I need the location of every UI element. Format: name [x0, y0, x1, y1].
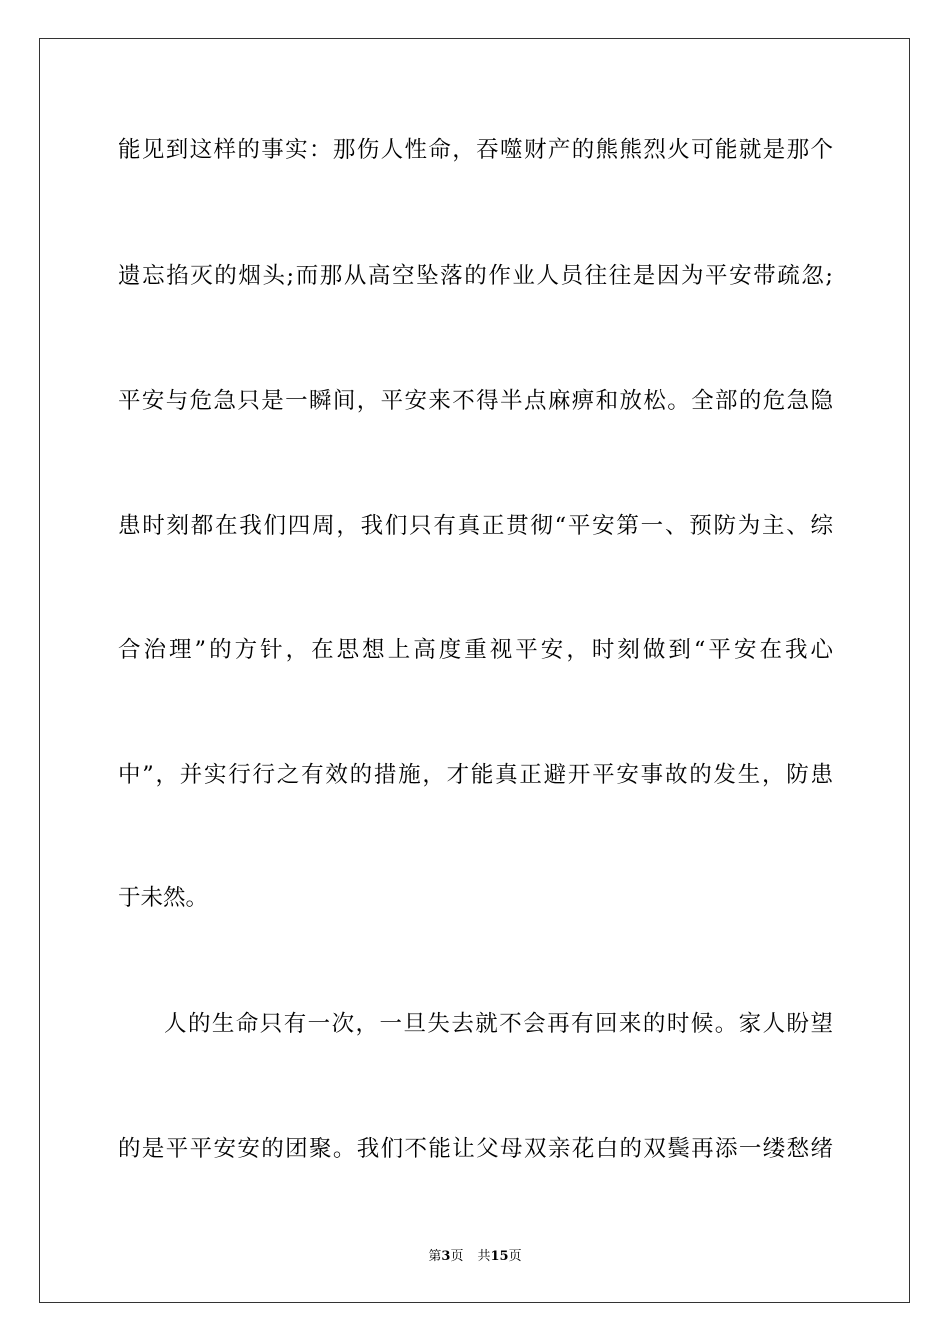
total-suffix: 页 — [508, 1249, 522, 1264]
total-prefix: 共 — [477, 1249, 491, 1264]
text-line: 平安与危急只是一瞬间，平安来不得半点麻痹和放松。全部的危急隐 — [118, 388, 833, 414]
page-number: 3 — [441, 1249, 451, 1264]
text-line: 患时刻都在我们四周，我们只有真正贯彻“平安第一、预防为主、综 — [118, 513, 833, 539]
text-line: 中”，并实行行之有效的措施，才能真正避开平安事故的发生，防患 — [118, 762, 833, 788]
text-line: 于未然。 — [118, 885, 209, 911]
page-prefix: 第 — [428, 1249, 442, 1264]
total-pages: 15 — [490, 1249, 509, 1264]
text-line: 遗忘掐灭的烟头;而那从高空坠落的作业人员往往是因为平安带疏忽; — [118, 263, 833, 289]
page-footer — [0, 1248, 950, 1266]
text-line: 人的生命只有一次，一旦失去就不会再有回来的时候。家人盼望 — [164, 1011, 833, 1037]
text-line: 合治理”的方针，在思想上高度重视平安，时刻做到“平安在我心 — [118, 637, 833, 663]
page-suffix: 页 — [450, 1249, 464, 1264]
text-line: 的是平平安安的团聚。我们不能让父母双亲花白的双鬓再添一缕愁绪 — [118, 1136, 833, 1162]
text-line: 能见到这样的事实：那伤人性命，吞噬财产的熊熊烈火可能就是那个 — [118, 137, 833, 163]
page-border — [39, 38, 910, 1303]
